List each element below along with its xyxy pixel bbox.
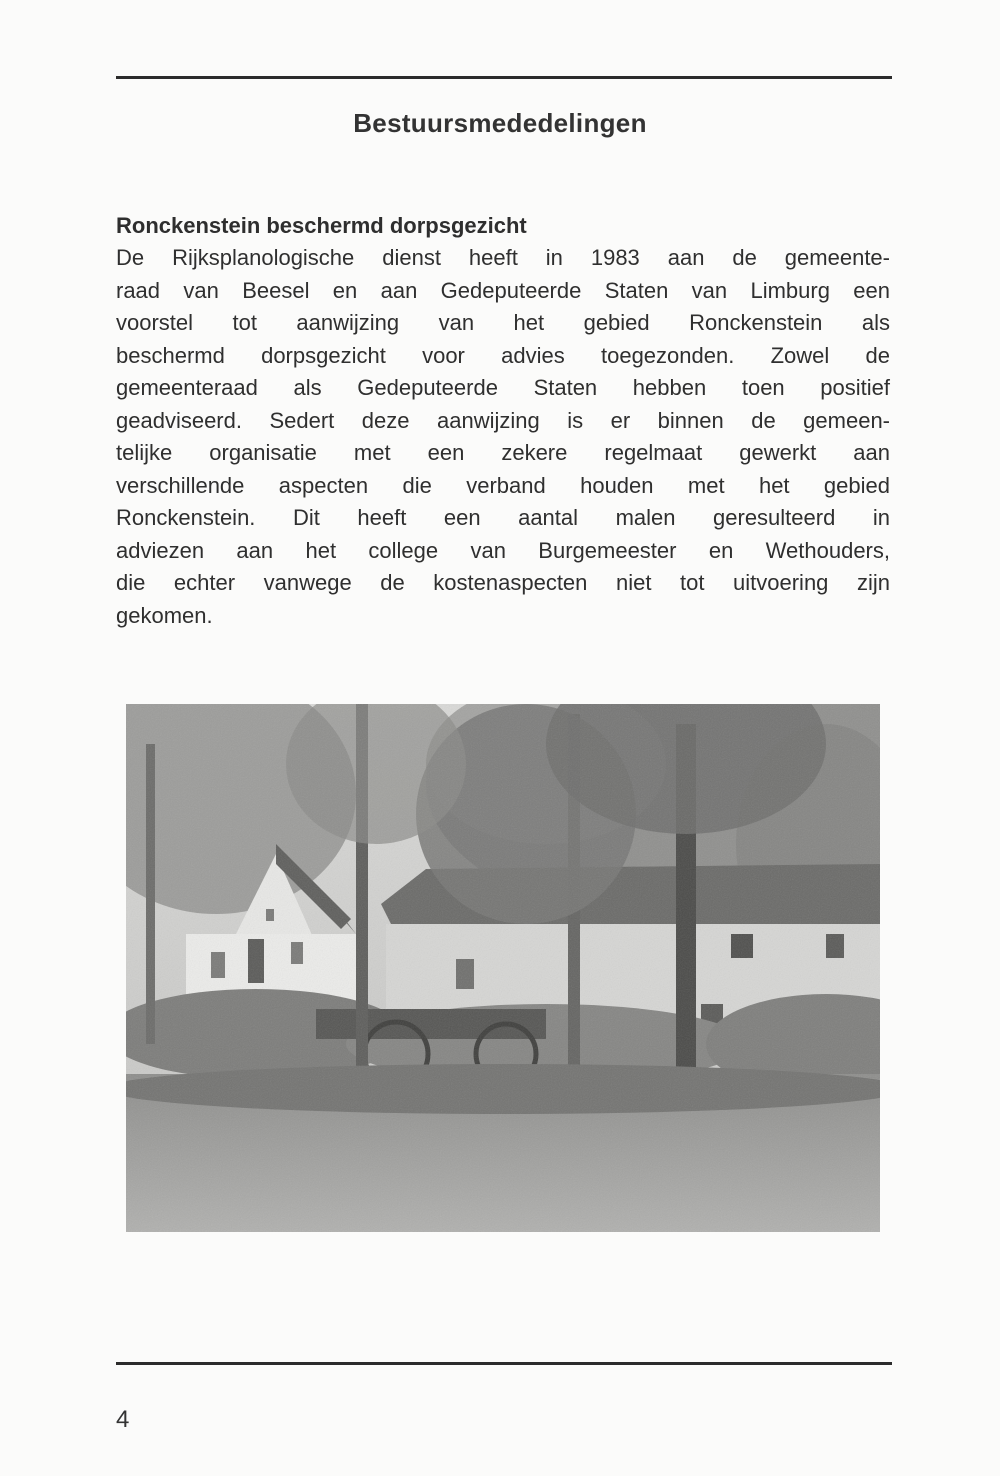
- body-line: raad van Beesel en aan Gedeputeerde Staten van Limburg een: [116, 277, 890, 303]
- farm-photo-illustration: [126, 704, 880, 1232]
- body-line: gekomen.: [116, 602, 213, 628]
- body-line: adviezen aan het college van Burgemeester en Wethouders,: [116, 537, 890, 563]
- article: [116, 210, 890, 632]
- body-line: geadviseerd. Sedert deze aanwijzing is er binnen de gemeen-: [116, 407, 890, 433]
- top-rule: [116, 76, 892, 79]
- page-title: Bestuursmededelingen: [353, 108, 647, 138]
- farm-photo: [126, 704, 880, 1232]
- body-line: De Rijksplanologische dienst heeft in 1983 aan de gemeente-: [116, 245, 890, 270]
- page-number: 4: [116, 1406, 130, 1433]
- body-line: beschermd dorpsgezicht voor advies toegezonden. Zowel de: [116, 342, 890, 368]
- body-line: telijke organisatie met een zekere regelmaat gewerkt aan: [116, 440, 890, 465]
- article-body: [116, 242, 890, 632]
- body-line: gemeenteraad als Gedeputeerde Staten hebben toen positief: [116, 375, 890, 400]
- article-heading: Ronckenstein beschermd dorpsgezicht: [116, 213, 527, 238]
- body-line: verschillende aspecten die verband houden met het gebied: [116, 472, 890, 498]
- bottom-rule: [116, 1362, 892, 1365]
- body-line: voorstel tot aanwijzing van het gebied Ronckenstein als: [116, 310, 890, 335]
- body-line: die echter vanwege de kostenaspecten niet tot uitvoering zijn: [116, 570, 890, 595]
- body-line: Ronckenstein. Dit heeft een aantal malen geresulteerd in: [116, 505, 890, 530]
